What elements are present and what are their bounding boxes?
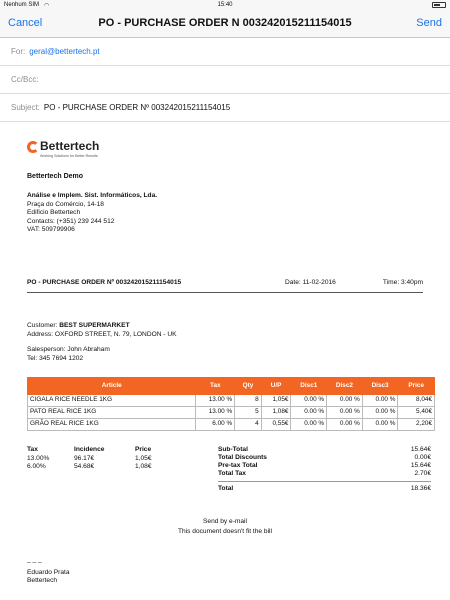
- company-legal-name: Análise e Implem. Sist. Informáticos, Lda.: [27, 192, 158, 199]
- pretax-value: 15.64€: [410, 462, 431, 469]
- customer-info: [27, 322, 177, 339]
- logo-mark-icon: [27, 141, 39, 153]
- cell-disc3: 0.00 %: [362, 419, 398, 431]
- status-bar: [0, 0, 450, 10]
- col-price: Price: [398, 378, 435, 395]
- tax-summary-header-tax: Tax: [27, 446, 38, 453]
- signature-company: Bettertech: [27, 577, 58, 585]
- company-street: Praça do Comércio, 14-18: [27, 200, 104, 208]
- cell-price: 8,04€: [398, 395, 435, 407]
- logo-name: Bettertech: [40, 139, 100, 153]
- message-body[interactable]: [27, 131, 432, 600]
- cell-price: 2,20€: [398, 419, 435, 431]
- company-building: Edificio Bettertech: [27, 209, 81, 217]
- tax-summary-value: 54.68€: [74, 463, 95, 471]
- compose-navbar: [0, 10, 450, 38]
- total-label: Total: [218, 485, 234, 492]
- cell-unit-price: 1,05€: [261, 395, 291, 407]
- cell-disc3: 0.00 %: [362, 407, 398, 419]
- salesperson-name: Salesperson: John Abraham: [27, 346, 110, 353]
- pretax-label: Pre-tax Total: [218, 462, 258, 469]
- cancel-button[interactable]: Cancel: [8, 17, 43, 29]
- po-number: PO - PURCHASE ORDER Nº 003242015211154015: [27, 279, 182, 286]
- to-field[interactable]: [0, 38, 450, 66]
- items-table: [27, 377, 435, 431]
- tax-summary-value: 6.00%: [27, 463, 46, 471]
- cell-tax: 13.00 %: [196, 395, 235, 407]
- customer-name: BEST SUPERMARKET: [59, 322, 130, 329]
- carrier-label: Nenhum SIM: [4, 2, 40, 8]
- cell-disc2: 0.00 %: [327, 395, 363, 407]
- tax-summary-value: 1,08€: [135, 463, 152, 471]
- discounts-value: 0.00€: [414, 454, 431, 461]
- cell-disc1: 0.00 %: [291, 419, 327, 431]
- tax-row: [218, 470, 431, 478]
- salesperson-tel: Tel: 345 7694 1202: [27, 354, 84, 362]
- to-recipient[interactable]: geral@bettertech.pt: [29, 47, 100, 56]
- signature: [27, 556, 70, 586]
- subject-field[interactable]: [0, 94, 450, 122]
- tax-incidence-column: [74, 446, 104, 472]
- cell-article: GRÃO REAL RICE 1KG: [28, 419, 196, 431]
- cc-bcc-field[interactable]: [0, 66, 450, 94]
- pretax-row: [218, 462, 431, 470]
- company-vat: VAT: 509799906: [27, 226, 75, 234]
- footer-bill-note: This document doesn't fit the bill: [178, 528, 272, 535]
- cell-article: CIGALA RICE NEEDLE 1KG: [28, 395, 196, 407]
- tax-summary-value: 96.17€: [74, 454, 95, 462]
- tax-price-column: [135, 446, 152, 472]
- col-disc3: Disc3: [362, 378, 398, 395]
- col-unit-price: U/P: [261, 378, 291, 395]
- table-row: [28, 407, 435, 419]
- tax-summary-header-incidence: Incidence: [74, 446, 105, 453]
- cell-price: 5,40€: [398, 407, 435, 419]
- compose-title: PO - PURCHASE ORDER N 003242015211154015: [98, 17, 352, 29]
- cell-tax: 6.00 %: [196, 419, 235, 431]
- salesperson-info: [27, 346, 110, 363]
- footer-send-note: Send by e-mail: [203, 518, 247, 525]
- cell-qty: 8: [235, 395, 262, 407]
- cell-tax: 13.00 %: [196, 407, 235, 419]
- tax-value: 2.70€: [414, 470, 431, 477]
- cell-disc2: 0.00 %: [327, 407, 363, 419]
- status-time: 15:40: [217, 2, 233, 8]
- subtotal-label: Sub-Total: [218, 446, 248, 453]
- order-date: Date: 11-02-2016: [285, 279, 336, 286]
- col-disc1: Disc1: [291, 378, 327, 395]
- subtotal-row: [218, 446, 431, 454]
- cell-unit-price: 0,55€: [261, 419, 291, 431]
- company-demo-name: Bettertech Demo: [27, 173, 84, 180]
- cell-unit-price: 1,08€: [261, 407, 291, 419]
- table-row: [28, 395, 435, 407]
- col-tax: Tax: [196, 378, 235, 395]
- cc-bcc-label: Cc/Bcc:: [11, 75, 39, 84]
- totals-divider: [218, 481, 431, 482]
- company-address: [27, 192, 277, 235]
- customer-label: Customer:: [27, 322, 58, 329]
- totals-block: [218, 446, 431, 493]
- tax-summary-value: 1,05€: [135, 454, 152, 462]
- send-button[interactable]: Send: [416, 17, 442, 29]
- items-header-row: [28, 378, 435, 395]
- col-article: Article: [28, 378, 196, 395]
- tax-summary-value: 13.00%: [27, 454, 50, 462]
- cell-disc2: 0.00 %: [327, 419, 363, 431]
- total-value: 18.36€: [410, 485, 431, 492]
- tax-rate-column: [27, 446, 49, 472]
- divider: [27, 292, 423, 293]
- cell-disc1: 0.00 %: [291, 407, 327, 419]
- cell-disc3: 0.00 %: [362, 395, 398, 407]
- signature-line: _ _ _: [27, 556, 42, 563]
- total-row: [218, 485, 431, 493]
- order-time: Time: 3:40pm: [382, 279, 423, 286]
- battery-icon: [432, 2, 446, 8]
- to-label: For:: [11, 47, 26, 56]
- table-row: [28, 419, 435, 431]
- cell-qty: 4: [235, 419, 262, 431]
- subject-label: Subject:: [11, 103, 40, 112]
- signature-name: Eduardo Prata: [27, 568, 70, 576]
- tax-label: Total Tax: [218, 470, 246, 477]
- col-disc2: Disc2: [327, 378, 363, 395]
- wifi-icon: ◠: [44, 3, 50, 9]
- discounts-label: Total Discounts: [218, 454, 267, 461]
- logo-tagline: Working Solutions for Better Results: [40, 154, 98, 158]
- cell-disc1: 0.00 %: [291, 395, 327, 407]
- discounts-row: [218, 454, 431, 462]
- company-contacts: Contacts: (+351) 239 244 512: [27, 217, 115, 225]
- tax-summary-header-price: Price: [135, 446, 152, 453]
- subject-input[interactable]: PO - PURCHASE ORDER Nº 003242015211154015: [43, 103, 231, 112]
- subtotal-value: 15.64€: [410, 446, 431, 453]
- col-qty: Qty: [235, 378, 262, 395]
- cell-article: PATO REAL RICE 1KG: [28, 407, 196, 419]
- cell-qty: 5: [235, 407, 262, 419]
- customer-address: Address: OXFORD STREET, N. 79, LONDON - UK: [27, 330, 177, 338]
